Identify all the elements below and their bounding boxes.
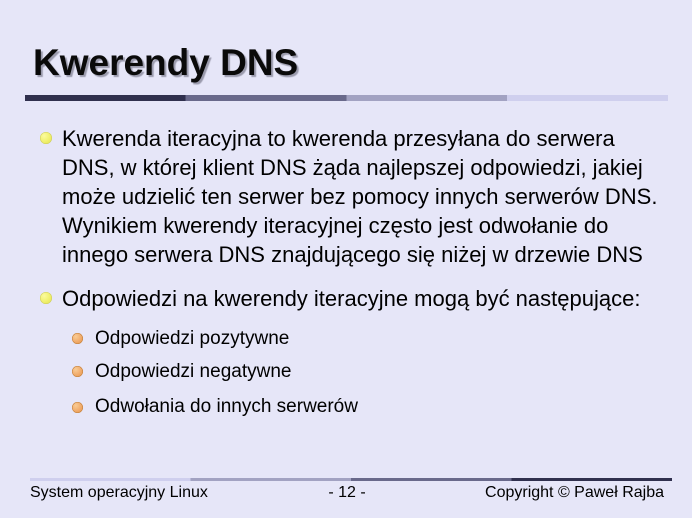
bullet-text: Kwerenda iteracyjna to kwerenda przesyłana do serwera DNS, w której klient DNS żąda najlepszej odpowiedzi, jakiej może udzielić ten serwer bez pomocy innych serwerów DNS. Wynikiem kwerendy iteracyjnej często jest odwołanie do innego serwera DNS znajdującego się niżej w drzewie DNS	[62, 126, 658, 267]
bullet-text: Odpowiedzi na kwerendy iteracyjne mogą być następujące:	[62, 286, 641, 311]
slide-title: Kwerendy DNS	[33, 42, 299, 83]
bullet-icon	[40, 132, 52, 144]
footer-divider-line	[30, 478, 672, 481]
bullet-item	[62, 124, 668, 269]
slide-footer	[30, 484, 664, 502]
sub-bullet-icon	[72, 333, 83, 344]
sub-bullet-text: Odpowiedzi pozytywne	[95, 328, 290, 349]
title-divider-line	[25, 95, 668, 101]
bullet-item	[62, 284, 668, 313]
footer-course-name: System operacyjny Linux	[30, 484, 208, 501]
sub-bullet-icon	[72, 366, 83, 377]
footer-copyright: Copyright © Paweł Rajba	[485, 484, 664, 501]
sub-bullet-item	[95, 362, 291, 382]
bullet-icon	[40, 292, 52, 304]
footer-page-number: - 12 -	[328, 484, 366, 501]
sub-bullet-text: Odpowiedzi negatywne	[95, 361, 292, 382]
sub-bullet-text: Odwołania do innych serwerów	[95, 396, 358, 417]
sub-bullet-icon	[72, 402, 83, 413]
sub-bullet-item	[95, 397, 358, 417]
sub-bullet-item	[95, 329, 289, 349]
